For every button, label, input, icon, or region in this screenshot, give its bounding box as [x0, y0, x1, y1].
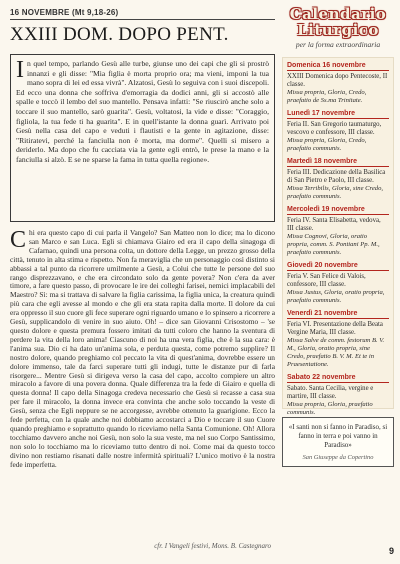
gospel-paragraph	[16, 59, 269, 165]
day-heading: Sabato 22 novembre	[287, 374, 389, 383]
gospel-text: n quel tempo, parlando Gesù alle turbe, giunse uno dei capi che gli si prostrò innanzi e gli disse: "Mia figlia è morta proprio ora; ma vieni, imponi la tua mano sopra di lei ed essa vivrà". Alzatosi, Gesù lo seguiva con i suoi discepoli. Ed ecco una donna che soffriva d'emorragia da dodici anni, gli si accostò alle spalle e toccò il lembo del suo mantello. Pensava infatti: "Se riuscirò anche solo a toccare il suo mantello, sarò guarita". Gesù, voltatosi, la vide e disse: "Coraggio, figliola, la tua fede ti ha guarita". E in quell'istante la donna guarì. Arrivato poi Gesù nella casa del capo e veduti i flautisti e la gente in agitazione, disse: "Ritiratevi, perché la fanciulla non è morta, ma dorme". Quelli si misero a deriderlo. Ma dopo che fu cacciata via la gente egli entrò, le prese la mano e la fanciulla si alzò. E se ne sparse la fama in tutta quella regione».	[16, 59, 269, 164]
calendar-title-line-2: Liturgico	[297, 21, 379, 39]
calendar-list	[282, 57, 394, 416]
day-heading: Lunedì 17 novembre	[287, 110, 389, 119]
calendar-subtitle: per la forma extraordinaria	[295, 40, 381, 49]
commentary-paragraph	[10, 229, 275, 469]
calendar-title-line-1: Calendario	[289, 5, 387, 23]
day-heading: Mercoledì 19 novembre	[287, 206, 389, 215]
day-feast: Feria II. San Gregorio taumaturgo, vescovo e confessore, III classe.	[287, 121, 382, 136]
gospel-dropcap: I	[16, 57, 24, 83]
day-heading: Martedì 18 novembre	[287, 158, 389, 167]
day-mass: Missa propria, Gloria, Credo, praefatio communis.	[287, 137, 367, 152]
calendar-day	[287, 374, 389, 417]
day-feast: Feria IV. Santa Elisabetta, vedova, III classe.	[287, 217, 381, 232]
day-mass: Missa Justus, Gloria, oratio propria, praefatio communis.	[287, 289, 385, 304]
calendar-day	[287, 310, 389, 369]
quote-box	[282, 417, 394, 467]
day-heading: Venerdì 21 novembre	[287, 310, 389, 319]
day-feast: Feria V. San Felice di Valois, confessore, III classe.	[287, 273, 366, 288]
gospel-column	[10, 8, 275, 552]
calendar-day	[287, 110, 389, 153]
page-number: 9	[388, 546, 394, 556]
gospel-reference: 16 NOVEMBRE (Mt 9,18-26)	[10, 8, 275, 20]
gospel-box	[10, 54, 275, 222]
day-mass: Missa Cognovi, Gloria, oratio propria, comm. S. Pontiani Pp. M., praefatio communis.	[287, 233, 380, 256]
day-mass: Missa propria, Gloria, praefatio communis.	[287, 401, 373, 416]
calendar-column	[282, 6, 394, 554]
quote-text: «I santi non si fanno in Paradiso, si fanno in terra e poi vanno in Paradiso»	[288, 423, 388, 449]
day-feast: XXIII Domenica dopo Pentecoste, II classe.	[287, 73, 388, 88]
day-mass: Missa propria, Gloria, Credo, praefatio de Ss.ma Trinitate.	[287, 89, 367, 104]
day-feast: Sabato. Santa Cecilia, vergine e martire, III classe.	[287, 385, 374, 400]
day-heading: Domenica 16 novembre	[287, 62, 389, 71]
page-title: XXIII DOM. DOPO PENT.	[10, 24, 229, 45]
source-citation: cfr. I Vangeli festivi, Mons. B. Castegnaro	[154, 542, 271, 550]
quote-author: San Giuseppe da Copertino	[302, 454, 374, 461]
commentary-dropcap: C	[10, 227, 27, 253]
calendar-day	[287, 158, 389, 201]
commentary	[10, 229, 275, 564]
day-heading: Giovedì 20 novembre	[287, 262, 389, 271]
day-mass: Missa Salve de comm. festorum B. V. M., Gloria, oratio propria, sine Credo, praefatio B. V. M. Et te in Praesentatione.	[287, 337, 385, 368]
day-mass: Missa Terribilis, Gloria, sine Credo, praefatio communis.	[287, 185, 384, 200]
calendar-day	[287, 206, 389, 257]
calendar-day	[287, 262, 389, 305]
day-feast: Feria III. Dedicazione della Basilica di San Pietro e Paolo, III classe.	[287, 169, 386, 184]
calendar-day	[287, 62, 389, 105]
commentary-text: hi era questo capo di cui parla il Vangelo? San Matteo non lo dice; ma lo dicono san Marco e san Luca. Egli si chiamava Giairo ed era il capo della sinagoga di Cafarnao, quindi una persona colta, un dottore della Legge, un prezzo grosso della città, tenuto in alta stima e rispetto. Non fa meraviglia che un personaggio così distinto si abbassi a tal punto da ricorrere umilmente a Gesù, a Colui che tutte le persone del suo rango disprezzavano, e che era circondato solo da gente povera? Non c'era da aver timore, a fare questo passo, di provocare le ire dei colleghi farisei, nemici implacabili del Maestro? Sì: ma si trattava di salvare la figlia carissima, la figlia unica, la creatura quindi più cara che egli avesse al mondo e che gli era stata rapita dalla morte. Il dolore da cui era oppresso il suo cuore gli fece superare ogni riguardo umano e lo spinsero a ricorrere a Gesù, supplicandolo di venire in suo aiuto. Oh! – dice san Giovanni Crisostomo – 'se questo dolore e questa premura fossero imitati da tutti coloro che hanno la sventura di perdere la vita della loro anima! Ciascuno di noi ha una vera figlia, che è la sua cara: è l'anima sua. Dio ci ha dato un'anima sola, e perduta questa, come potremo supplire? Il nostro dolore, quando preghiamo col peccato la vita di quest'anima, dovrebbe essere un dolore immenso, tale da farci superare tutti gli indugi, tutte le distanze pur di farla risorgere... Mentre Gesù si dirigeva verso la casa del capo, accolto compiere un altro miracolo a favore di una povera donna. Quale differenza tra la fede di Giairo e quella di questa donna! Il capo della Sinagoga credeva necessario che Gesù si recasse a casa sua per fare il miracolo, la donna invece era convinta che anche solo toccando la veste di Gesù, senza che Egli neppure se ne accorgesse, avrebbe ottenuto la guarigione. Ecco la fede perfetta, con la quale anche noi dobbiamo accostarci a Dio e toccare il suo Cuore quando preghiamo e soprattutto quando lo riceviamo nella Santa Comunione. Oh! Allora tocchiamo davvero anche noi Gesù, non solo la sua veste, ma nel suo Corpo Santissimo, non solo lo tocchiamo ma lo riceviamo tutto dentro di noi. Come mai da questo tocco divino non restiamo risanati dalle nostre infermità spirituali? L'unico motivo è la nostra fede imperfetta.	[10, 228, 275, 469]
day-feast: Feria VI. Presentazione della Beata Vergine Maria, III classe.	[287, 321, 383, 336]
